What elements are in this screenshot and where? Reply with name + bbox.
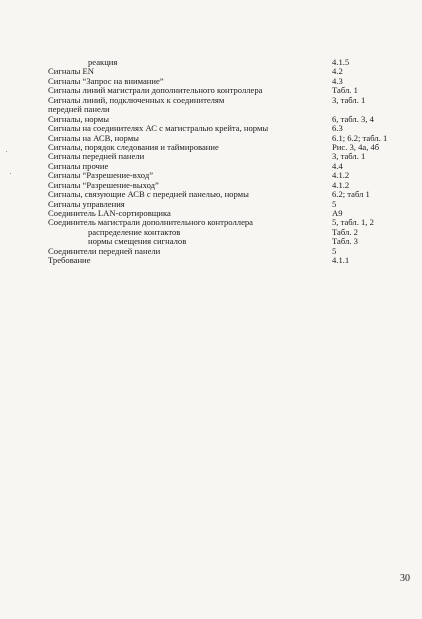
index-reference: 5	[332, 198, 337, 209]
index-term: Сигналы на АСВ, нормы	[48, 132, 139, 143]
index-reference: 6.1; 6.2; табл. 1	[332, 132, 388, 143]
index-term: Требование	[48, 255, 91, 266]
index-term: Сигналы “Запрос на внимание”	[48, 75, 164, 86]
index-reference: Табл. 3	[332, 236, 358, 247]
subject-index	[48, 58, 388, 266]
index-term: передней панели	[48, 104, 110, 115]
index-reference: 5	[332, 245, 337, 256]
index-entry	[48, 256, 388, 265]
index-reference: 6, табл. 3, 4	[332, 113, 374, 124]
index-term: Сигналы “Разрешение-выход”	[48, 179, 159, 190]
index-term: Сигналы линий, подключенных к соединителям	[48, 94, 225, 105]
index-term: Сигналы EN	[48, 66, 95, 77]
index-reference: 3, табл. 1	[332, 94, 366, 105]
index-term: реакция	[88, 57, 118, 67]
index-term: Сигналы передней панели	[48, 151, 145, 162]
scan-speck	[6, 151, 7, 152]
index-reference: 4.1.1	[332, 255, 350, 266]
index-reference: 4.1.2	[332, 179, 350, 190]
index-reference: 4.4	[332, 160, 343, 171]
index-reference: Табл. 1	[332, 85, 358, 96]
index-reference: 4.2	[332, 66, 343, 77]
index-reference: 5, табл. 1, 2	[332, 217, 374, 228]
index-reference: 4.1.5	[332, 57, 350, 67]
index-term: Сигналы линий магистрали дополнительного контроллера	[48, 85, 263, 96]
index-term: Соединители передней панели	[48, 245, 161, 256]
index-term: Соединитель магистрали дополнительного контроллера	[48, 217, 253, 228]
index-reference: 3, табл. 1	[332, 151, 366, 162]
index-reference: 4.3	[332, 75, 343, 86]
index-term: Сигналы “Разрешение-вход”	[48, 170, 154, 181]
index-term: Сигналы на соединителях АС с магистралью крейта, нормы	[48, 123, 269, 134]
index-reference: 6.2; табл 1	[332, 189, 370, 200]
index-term: Сигналы управления	[48, 198, 125, 209]
index-reference: 4.1.2	[332, 170, 350, 181]
page-number: 30	[400, 573, 410, 584]
index-term: Сигналы, связующие АСВ с передней панелью, нормы	[48, 189, 249, 200]
index-term: нормы смещения сигналов	[88, 236, 187, 247]
index-term: Сигналы, порядок следования и таймирование	[48, 141, 219, 152]
index-reference: 6.3	[332, 123, 343, 134]
index-term: Сигналы прочие	[48, 160, 109, 171]
index-term: Соединитель LAN-сортировщика	[48, 208, 171, 218]
index-reference: А9	[332, 208, 343, 218]
index-term: Сигналы, нормы	[48, 113, 109, 124]
index-reference: Табл. 2	[332, 226, 358, 237]
scan-speck	[10, 173, 11, 174]
index-term: распределение контактов	[88, 226, 181, 237]
index-reference: Рис. 3, 4а, 4б	[332, 141, 380, 152]
